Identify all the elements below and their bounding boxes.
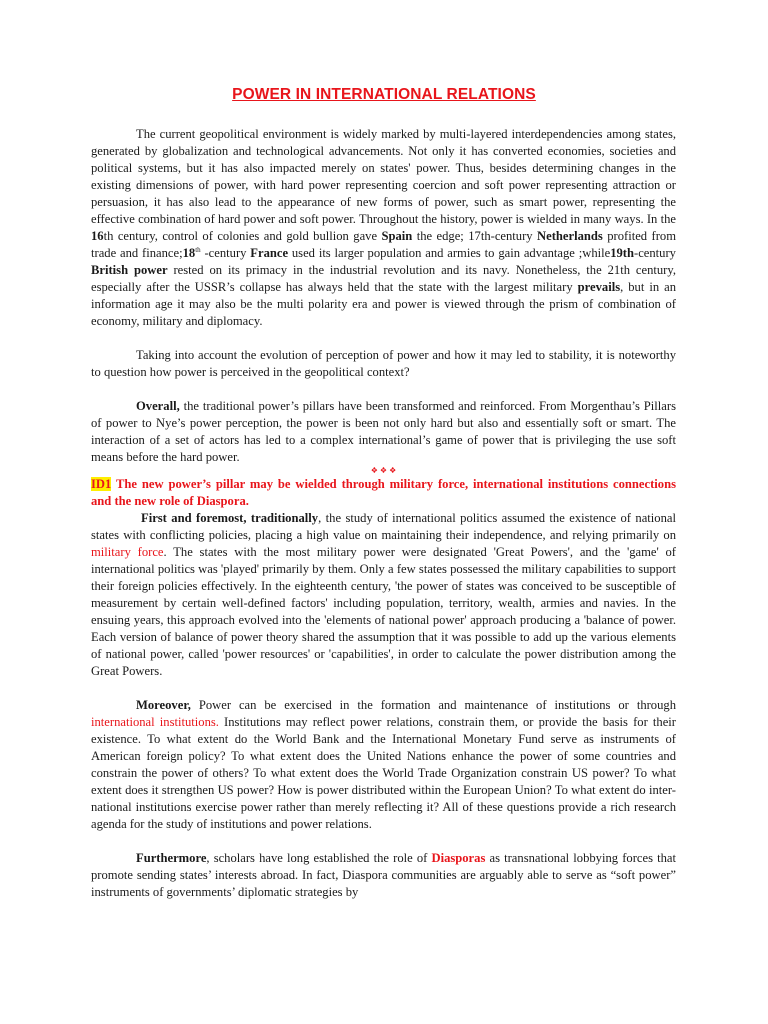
document-body [91, 126, 676, 901]
page-title: POWER IN INTERNATIONAL RELATIONS [232, 86, 536, 103]
highlight-diasporas: Diasporas [431, 851, 486, 865]
bold-prevails: prevails [577, 280, 621, 294]
text-run: profited from trade and finance; [91, 229, 676, 260]
paragraph-intro [91, 126, 676, 330]
paragraph-diaspora [91, 850, 676, 901]
text-run: rested on its primacy in the industrial revolution and its navy. Nonetheless, the 21th century, especially after the USSR’s collapse has always held that the state with the largest military [91, 263, 676, 294]
text-run: . The states with the most military power were designated 'Great Powers', and the 'game' of international politics was 'played' primarily by them. Only a few states possessed the military capabilities to support their foreign policies effectively. In the eighteenth century, 'the power of states was conceived to be susceptible of measurement by certain well-defined factors' including population, territory, wealth, armies and navies. In the ensuing years, this approach evolved into the 'elements of national power' approach producing a 'balance of power. Each version of balance of power theory shared the assumption that it was possible to add up the various elements of national power, called 'power resources' or 'capabilities', in order to calculate the power distribution among the Great Powers. [91, 545, 677, 678]
text-run: , scholars have long established the role of [206, 851, 432, 865]
spacer [91, 330, 676, 347]
superscript-th: th [195, 245, 201, 254]
bold-france: France [250, 246, 289, 260]
text-run: Power can be exercised in the formation and maintenance of institutions or through [190, 698, 676, 712]
text-run: , the study of international politics assumed the existence of national states with conflicting policies, placing a high value on maintaining their independence, and relying primarily on [91, 511, 676, 542]
bold-netherlands: Netherlands [537, 229, 603, 243]
paragraph-question: Taking into account the evolution of perception of power and how it may led to stability, it is noteworthy to question how power is perceived in the geopolitical context? [91, 348, 676, 379]
spacer [91, 680, 676, 697]
lead-furthermore: Furthermore [136, 851, 207, 865]
text-run: Institutions may reflect power relations, constrain them, or provide the basis for their existence. To what extent do the World Bank and the International Monetary Fund serve as instruments of American foreign policy? To what extent does the United Nations enhance the power of some countries and constrain the power of others? To what extent does the World Trade Organization constrain US power? To what extent does it strengthen US power? How is power distributed within the European Union? To what extent do inter-national institutions exercise power rather than merely reflecting it? All of these questions provide a rich research agenda for the study of institutions and power relations. [91, 715, 676, 831]
text-run: th century, control of colonies and gold bullion gave [103, 229, 382, 243]
heading-text: The new power’s pillar may be wielded through military force, international institutions connections and the new role of Diaspora. [91, 477, 676, 508]
spacer [91, 833, 676, 850]
section-heading [91, 476, 676, 510]
bold-19th: 19th [610, 246, 634, 260]
bold-18: 18 [182, 246, 196, 260]
lead-overall: Overall, [136, 399, 180, 413]
id-tag-highlight: ID1 [91, 477, 112, 491]
text-run: -century [634, 246, 676, 260]
text-run: as transnational lobbying forces that promote sending states’ interests abroad. In fact, Diaspora communities are arguably able to serve as “soft power” instruments of governments’ diplomatic strategies by [91, 851, 676, 899]
bold-british-power: British power [91, 263, 168, 277]
highlight-military-force: military force [91, 545, 164, 559]
paragraph-overall [91, 398, 676, 466]
paragraph-military [91, 510, 676, 680]
lead-moreover: Moreover, [136, 698, 191, 712]
text-run: -century [200, 246, 251, 260]
bold-spain: Spain [381, 229, 413, 243]
section-separator: ❖ ❖ ❖ [370, 466, 397, 475]
lead-first-and-foremost: First and foremost, traditionally [141, 511, 319, 525]
bold-16: 16 [91, 229, 104, 243]
text-run: , but in an information age it may also be the multi polarity era and power is viewed through the prism of combination of economy, military and diplomacy. [91, 280, 676, 328]
text-run: used its larger population and armies to gain advantage ;while [288, 246, 611, 260]
paragraph-institutions [91, 697, 676, 833]
spacer [91, 381, 676, 398]
highlight-international-institutions: international institutions. [91, 715, 219, 729]
text-run: the traditional power’s pillars have been transformed and reinforced. From Morgenthau’s Pillars of power to Nye’s power perception, the power is been not only hard but also and essentially soft or smart. The interaction of a set of actors has led to a complex international’s game of power that is privileging the use soft means before the hard power. [91, 399, 676, 464]
text-run: The current geopolitical environment is widely marked by multi-layered interdependencies among states, generated by globalization and technological advancements. Not only it has converted economies, societies and political systems, but it has also impacted merely on states' power. Thus, besides determining changes in the existing dimensions of power, with hard power representing coercion and soft power representing attraction or persuasion, it has also lead to the appearance of new forms of power, such as smart power, representing the effective combination of hard power and soft power. Throughout the history, power is wielded in many ways. In the [91, 127, 676, 226]
text-run: the edge; 17th-century [412, 229, 538, 243]
